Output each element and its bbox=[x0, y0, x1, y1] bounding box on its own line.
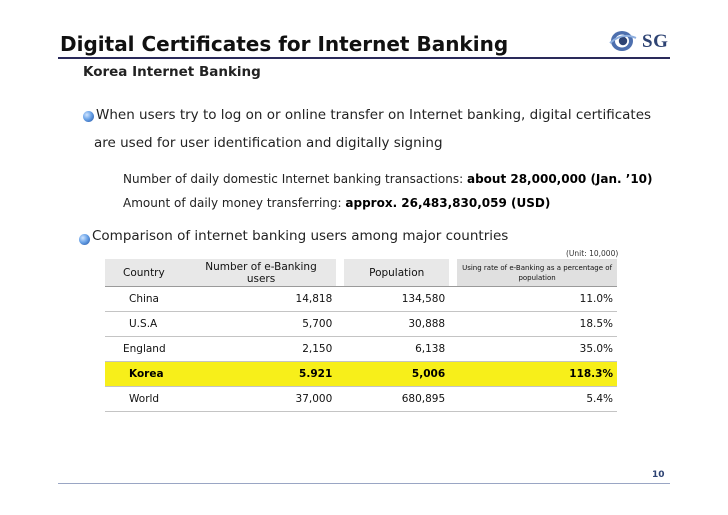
table-row bbox=[105, 337, 617, 362]
population-cell: 5,006 bbox=[344, 362, 449, 387]
row-gap bbox=[336, 287, 344, 312]
intro-line-1: When users try to log on or online transfer on Internet banking, digital certificates bbox=[96, 107, 652, 123]
country-cell: Korea bbox=[105, 362, 186, 387]
daily-transactions-value: about 28,000,000 (Jan. ’10) bbox=[466, 172, 653, 186]
population-cell: 680,895 bbox=[344, 387, 449, 412]
rate-cell: 118.3% bbox=[457, 362, 617, 387]
row-gap bbox=[449, 312, 457, 337]
comparison-table bbox=[105, 259, 617, 412]
slide-title: Digital Certificates for Internet Banking bbox=[60, 32, 509, 56]
comparison-heading: Comparison of internet banking users among major countries bbox=[92, 228, 509, 244]
column-header-users: Number of e-Banking users bbox=[186, 259, 336, 287]
footer-divider bbox=[58, 483, 670, 484]
row-gap bbox=[336, 312, 344, 337]
country-cell: China bbox=[105, 287, 186, 312]
intro-line-2: are used for user identification and digitally signing bbox=[94, 135, 443, 151]
bullet-icon bbox=[79, 234, 90, 245]
table-row-highlighted bbox=[105, 362, 617, 387]
section-subtitle: Korea Internet Banking bbox=[83, 64, 261, 80]
rate-cell: 35.0% bbox=[457, 337, 617, 362]
header-gap bbox=[336, 259, 344, 287]
users-cell: 37,000 bbox=[186, 387, 336, 412]
row-gap bbox=[449, 287, 457, 312]
row-gap bbox=[449, 387, 457, 412]
daily-amount-label: Amount of daily money transferring: bbox=[123, 196, 342, 210]
row-gap bbox=[336, 337, 344, 362]
column-header-population: Population bbox=[344, 259, 449, 287]
country-cell: U.S.A bbox=[105, 312, 186, 337]
daily-amount-value: approx. 26,483,830,059 (USD) bbox=[345, 196, 551, 210]
users-cell: 2,150 bbox=[186, 337, 336, 362]
table-row bbox=[105, 287, 617, 312]
population-cell: 30,888 bbox=[344, 312, 449, 337]
users-cell: 5.921 bbox=[186, 362, 336, 387]
daily-transactions-line bbox=[123, 172, 653, 186]
daily-transactions-label: Number of daily domestic Internet banking transactions: bbox=[123, 172, 464, 186]
table-row bbox=[105, 312, 617, 337]
row-gap bbox=[449, 337, 457, 362]
row-gap bbox=[449, 362, 457, 387]
bullet-icon bbox=[83, 111, 94, 122]
row-gap bbox=[336, 362, 344, 387]
row-gap bbox=[336, 387, 344, 412]
rate-cell: 18.5% bbox=[457, 312, 617, 337]
column-header-rate: Using rate of e-Banking as a percentage of population bbox=[457, 259, 617, 287]
table-row bbox=[105, 387, 617, 412]
country-cell: World bbox=[105, 387, 186, 412]
rate-cell: 5.4% bbox=[457, 387, 617, 412]
daily-amount-line bbox=[123, 196, 550, 210]
users-cell: 5,700 bbox=[186, 312, 336, 337]
rate-cell: 11.0% bbox=[457, 287, 617, 312]
title-divider bbox=[58, 57, 670, 59]
column-header-country: Country bbox=[105, 259, 186, 287]
country-cell: England bbox=[105, 337, 186, 362]
table-header-row bbox=[105, 259, 617, 287]
unit-note: (Unit: 10,000) bbox=[566, 249, 619, 258]
header-gap bbox=[449, 259, 457, 287]
population-cell: 6,138 bbox=[344, 337, 449, 362]
logo-text: SG bbox=[642, 31, 669, 52]
page-number: 10 bbox=[652, 470, 665, 480]
users-cell: 14,818 bbox=[186, 287, 336, 312]
population-cell: 134,580 bbox=[344, 287, 449, 312]
